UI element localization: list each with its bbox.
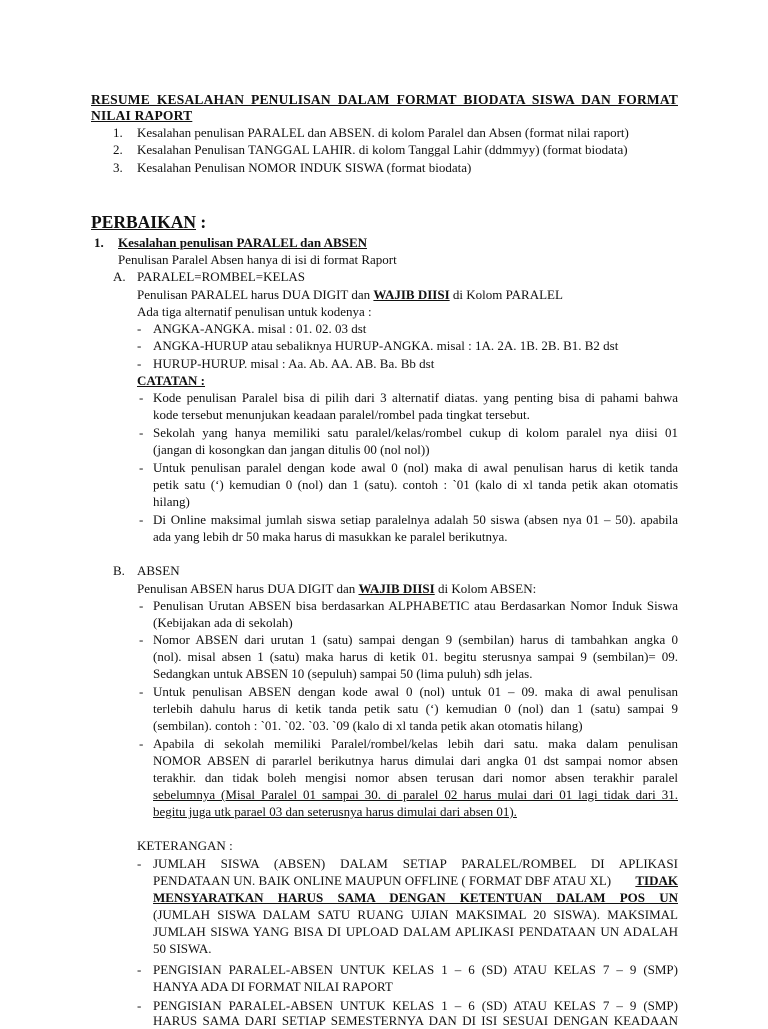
part-letter: A. xyxy=(113,269,126,284)
dash-bullet: - xyxy=(139,460,144,475)
document-title-line-2: NILAI RAPORT xyxy=(91,108,193,123)
keterangan-line xyxy=(153,872,678,889)
note-line: Sedangkan untuk ABSEN 10 (sepuluh) sampai 50 (lima puluh) sdh jelas. xyxy=(153,666,533,681)
dash-bullet: - xyxy=(139,512,144,527)
note-line: (nol). misal absen 1 (satu) maka harus di ketik 01. begitu sterusnya sampai 9 (sembilan)= 09. xyxy=(153,649,678,664)
keterangan-line: HANYA ADA DI FORMAT NILAI RAPORT xyxy=(153,979,393,994)
rule-emphasis: WAJIB DIISI xyxy=(358,581,435,596)
option-item: ANGKA-ANGKA. misal : 01. 02. 03 dst xyxy=(153,321,367,336)
note-line: hilang) xyxy=(153,494,190,509)
section-intro: Penulisan Paralel Absen hanya di isi di format Raport xyxy=(118,252,397,267)
keterangan-label: KETERANGAN : xyxy=(137,838,233,853)
dash-bullet: - xyxy=(137,962,142,977)
dash-bullet: - xyxy=(139,632,144,647)
dash-bullet: - xyxy=(137,338,142,353)
note-line: petik satu (‘) kemudian 0 (nol) dan 1 (satu). contoh : `01 (kalo di xl tanda petik akan otomatis xyxy=(153,477,678,492)
note-line: Di Online maksimal jumlah siswa setiap paralelnya adalah 50 siswa (absen nya 01 – 50). apabila xyxy=(153,512,678,527)
note-line: Sekolah yang hanya memiliki satu paralel/kelas/rombel cukup di kolom paralel nya diisi 01 xyxy=(153,425,678,440)
heading-colon: : xyxy=(196,212,207,232)
note-line: Untuk penulisan paralel dengan kode awal 0 (nol) maka di awal penulisan harus di ketik tanda xyxy=(153,460,678,475)
keterangan-line: (JUMLAH SISWA DALAM SATU RUANG UJIAN MAKSIMAL 20 SISWA). MAKSIMAL xyxy=(153,907,678,922)
part-rule xyxy=(137,286,563,303)
note-line: sebelumnya (Misal Paralel 01 sampai 30. di paralel 02 harus mulai dari 01 lagi tidak dari 31. xyxy=(153,787,678,802)
section-number: 1. xyxy=(94,235,104,250)
summary-item: Kesalahan penulisan PARALEL dan ABSEN. di kolom Paralel dan Absen (format nilai raport) xyxy=(137,125,629,140)
rule-text: Penulisan PARALEL harus DUA DIGIT dan xyxy=(137,287,374,302)
note-line: ada yang lebih dr 50 maka harus di masukkan ke paralel berikutnya. xyxy=(153,529,508,544)
part-title: ABSEN xyxy=(137,563,180,578)
note-line: Penulisan Urutan ABSEN bisa berdasarkan ALPHABETIC atau Berdasarkan Nomor Induk Siswa xyxy=(153,598,678,613)
note-line: Kode penulisan Paralel bisa di pilih dari 3 alternatif diatas. yang penting bisa di pahami bahwa xyxy=(153,390,678,405)
keterangan-line: HARUS SAMA DARI SETIAP SEMESTERNYA DAN DI ISI SESUAI DENGAN KEADAAN xyxy=(153,1013,678,1028)
note-line: (sembilan). contoh : `01. `02. `03. `09 (kalo di xl tanda petik akan otomatis hilang) xyxy=(153,718,583,733)
rule-text: di Kolom ABSEN: xyxy=(434,581,537,596)
keterangan-line: JUMLAH SISWA YANG BISA DI UPLOAD DALAM APLIKASI PENDATAAN UN ADALAH xyxy=(153,924,678,939)
part-title: PARALEL=ROMBEL=KELAS xyxy=(137,269,306,284)
options-intro: Ada tiga alternatif penulisan untuk kodenya : xyxy=(137,304,372,319)
note-label: CATATAN : xyxy=(137,373,206,388)
dash-bullet: - xyxy=(137,856,142,871)
dash-bullet: - xyxy=(137,356,142,371)
dash-bullet: - xyxy=(139,684,144,699)
option-item: ANGKA-HURUP atau sebaliknya HURUP-ANGKA. misal : 1A. 2A. 1B. 2B. B1. B2 dst xyxy=(153,338,619,353)
heading-label: PERBAIKAN xyxy=(91,212,197,232)
summary-item: Kesalahan Penulisan TANGGAL LAHIR. di kolom Tanggal Lahir (ddmmyy) (format biodata) xyxy=(137,142,628,157)
dash-bullet: - xyxy=(139,736,144,751)
section-title: Kesalahan penulisan PARALEL dan ABSEN xyxy=(118,235,368,250)
keterangan-emphasis: MENSYARATKAN HARUS SAMA DENGAN KETENTUAN DALAM POS UN xyxy=(153,890,678,905)
option-item: HURUP-HURUP. misal : Aa. Ab. AA. AB. Ba. Bb dst xyxy=(153,356,435,371)
keterangan-emphasis: TIDAK xyxy=(635,873,678,888)
keterangan-line: PENGISIAN PARALEL-ABSEN UNTUK KELAS 1 – 6 (SD) ATAU KELAS 7 – 9 (SMP) xyxy=(153,962,678,977)
section-heading xyxy=(91,211,206,233)
keterangan-line: JUMLAH SISWA (ABSEN) DALAM SETIAP PARALEL/ROMBEL DI APLIKASI xyxy=(153,856,678,871)
note-line: kode tersebut menunjukan keadaan paralel/rombel pada tingkat tersebut. xyxy=(153,407,530,422)
document-title-line-1: RESUME KESALAHAN PENULISAN DALAM FORMAT BIODATA SISWA DAN FORMAT xyxy=(91,92,678,107)
note-line: NOMOR ABSEN di pararlel berikutnya harus dimulai dari angka 01 dst sampai nomor absen xyxy=(153,753,678,768)
note-line: Untuk penulisan ABSEN dengan kode awal 0 (nol) untuk 01 – 09. maka di awal penulisan xyxy=(153,684,678,699)
summary-number: 2. xyxy=(113,142,123,157)
note-line: Apabila di sekolah memiliki Paralel/rombel/kelas lebih dari satu. maka dalam penulisan xyxy=(153,736,678,751)
dash-bullet: - xyxy=(139,598,144,613)
summary-number: 1. xyxy=(113,125,123,140)
dash-bullet: - xyxy=(137,998,142,1013)
keterangan-line: PENGISIAN PARALEL-ABSEN UNTUK KELAS 1 – 6 (SD) ATAU KELAS 7 – 9 (SMP) xyxy=(153,998,678,1013)
summary-number: 3. xyxy=(113,160,123,175)
dash-bullet: - xyxy=(137,321,142,336)
note-line: terlebih dahulu harus di ketik tanda petik satu (‘) kemudian 0 (nol) dan 1 (satu) sampai 9 xyxy=(153,701,678,716)
keterangan-text: PENDATAAN UN. BAIK ONLINE MAUPUN OFFLINE ( FORMAT DBF ATAU XL) xyxy=(153,873,612,888)
rule-text: di Kolom PARALEL xyxy=(449,287,563,302)
part-rule xyxy=(137,580,536,597)
dash-bullet: - xyxy=(139,390,144,405)
keterangan-line: 50 SISWA. xyxy=(153,941,212,956)
summary-item: Kesalahan Penulisan NOMOR INDUK SISWA (format biodata) xyxy=(137,160,472,175)
note-line: (jangan di kosongkan dan jangan ditulis 00 (nol nol)) xyxy=(153,442,430,457)
dash-bullet: - xyxy=(139,425,144,440)
rule-text: Penulisan ABSEN harus DUA DIGIT dan xyxy=(137,581,359,596)
note-line: begitu juga utk parael 03 dan seterusnya harus dimulai dari absen 01). xyxy=(153,804,517,819)
note-line: (Kebijakan ada di sekolah) xyxy=(153,615,293,630)
note-line: terakhir. dan tidak boleh mengisi nomor absen terusan dari nomor absen terakhir paralel xyxy=(153,770,678,785)
part-letter: B. xyxy=(113,563,125,578)
rule-emphasis: WAJIB DIISI xyxy=(373,287,450,302)
note-line: Nomor ABSEN dari urutan 1 (satu) sampai dengan 9 (sembilan) harus di tambahkan angka 0 xyxy=(153,632,678,647)
